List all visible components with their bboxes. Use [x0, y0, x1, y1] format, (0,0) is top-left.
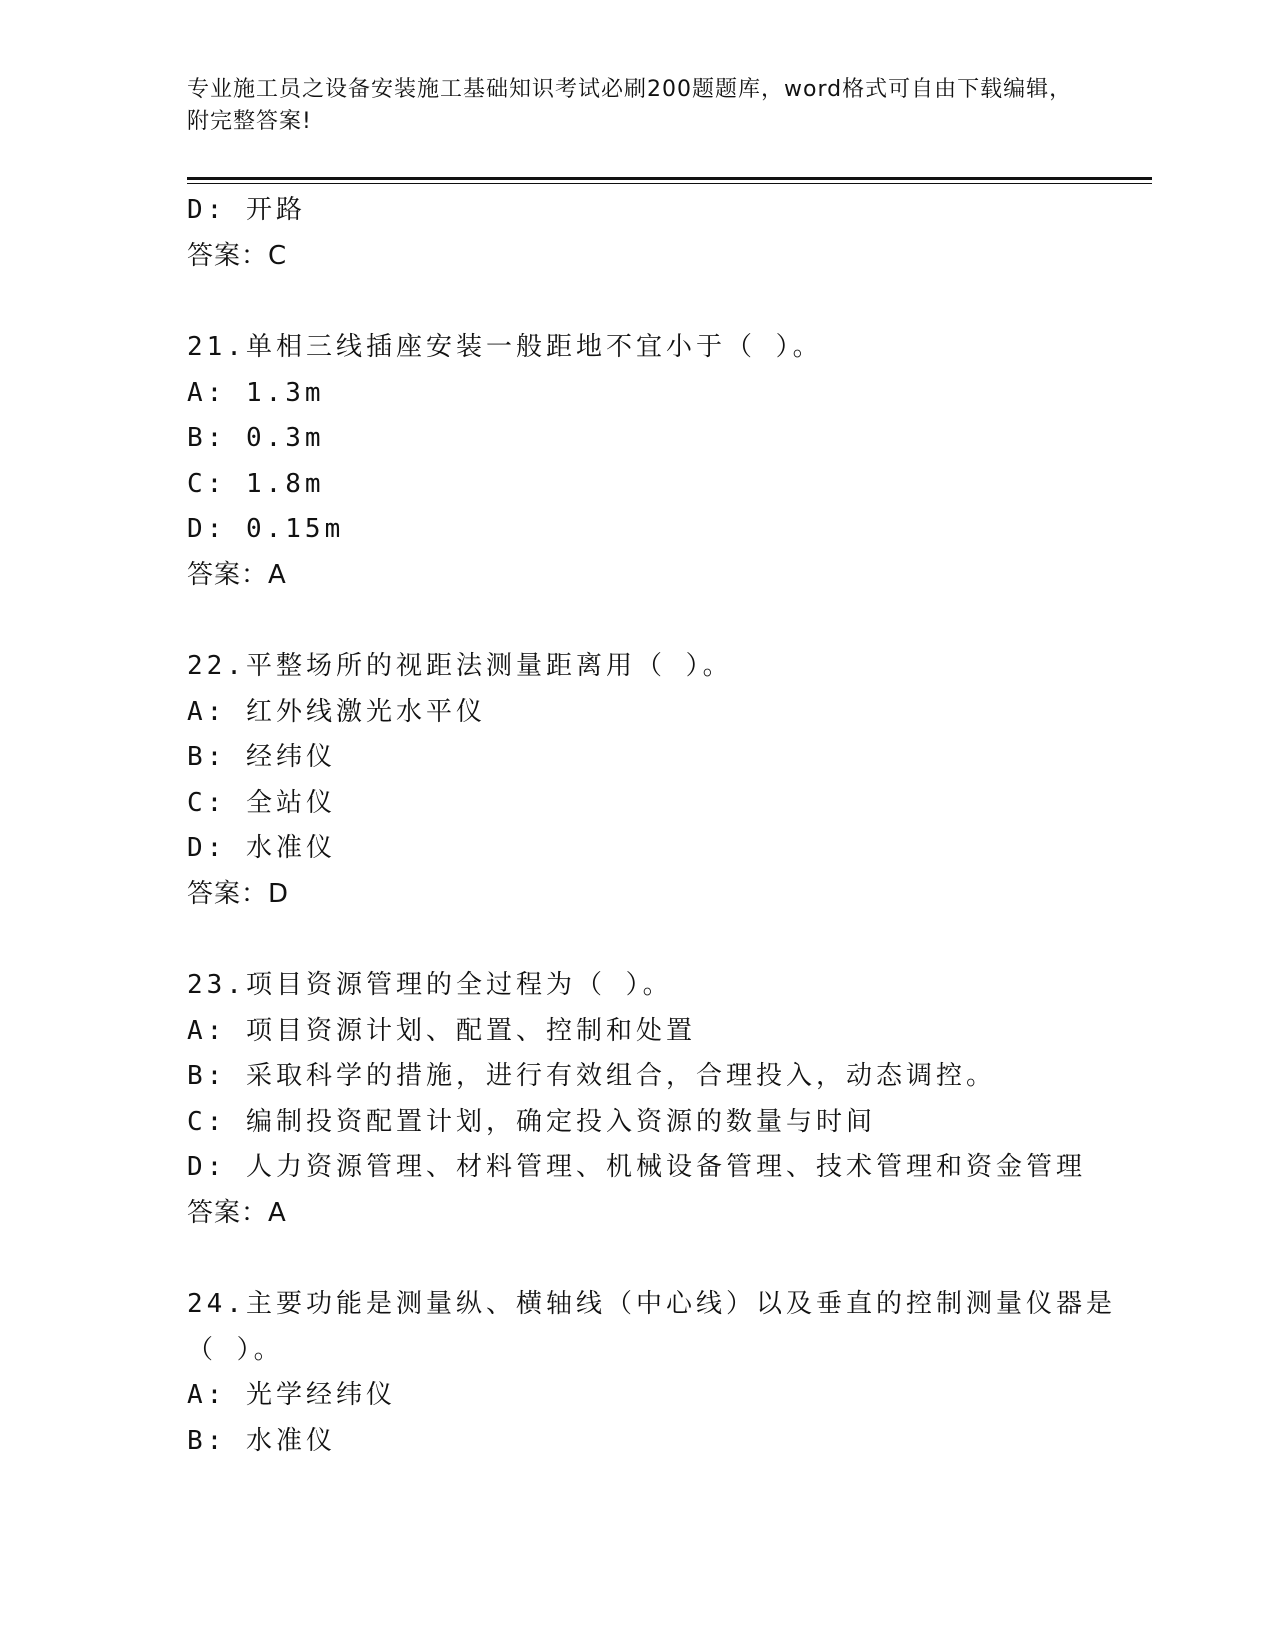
answer: 答案：A: [187, 1197, 287, 1228]
option-d: D: 0.15m: [187, 514, 345, 544]
option-a: A: 红外线激光水平仪: [187, 696, 486, 727]
option-c: C: 编制投资配置计划，确定投入资源的数量与时间: [187, 1106, 876, 1137]
prev-answer: 答案：C: [187, 240, 288, 271]
header-rule-thin: [187, 183, 1152, 184]
option-b: B: 采取科学的措施，进行有效组合，合理投入，动态调控。: [187, 1061, 996, 1091]
answer: 答案：A: [187, 559, 287, 590]
question-stem: 21.单相三线插座安装一般距地不宜小于（ ）。: [187, 332, 823, 362]
question-22: [187, 644, 1117, 917]
option-a: A: 1.3m: [187, 377, 325, 408]
option-b: B: 经纬仪: [187, 742, 336, 772]
option-b: B: 水准仪: [187, 1425, 336, 1456]
header-rule-thick: [187, 177, 1152, 180]
answer: 答案：D: [187, 878, 290, 909]
option-a: A: 项目资源计划、配置、控制和处置: [187, 1015, 696, 1046]
question-stem: 22.平整场所的视距法测量距离用（ ）。: [187, 651, 733, 681]
question-stem: 23.项目资源管理的全过程为（ ）。: [187, 970, 673, 1000]
option-d: D: 水准仪: [187, 833, 336, 863]
question-stem-line-1: 24.主要功能是测量纵、横轴线（中心线）以及垂直的控制测量仪器是: [187, 1289, 1116, 1319]
question-stem-line-2: （ ）。: [187, 1334, 284, 1365]
page-header: 专业施工员之设备安装施工基础知识考试必刷200题题库，word格式可自由下载编辑，附完整答案!: [187, 77, 1073, 134]
option-c: C: 1.8m: [187, 468, 325, 499]
question-content: [187, 188, 1117, 1464]
question-23: [187, 963, 1117, 1236]
question-24: [187, 1282, 1117, 1464]
question-21: [187, 325, 1117, 598]
prev-option-d: D: 开路: [187, 195, 306, 225]
option-c: C: 全站仪: [187, 787, 336, 818]
option-d: D: 人力资源管理、材料管理、机械设备管理、技术管理和资金管理: [187, 1152, 1086, 1182]
option-a: A: 光学经纬仪: [187, 1380, 396, 1410]
option-b: B: 0.3m: [187, 423, 325, 453]
